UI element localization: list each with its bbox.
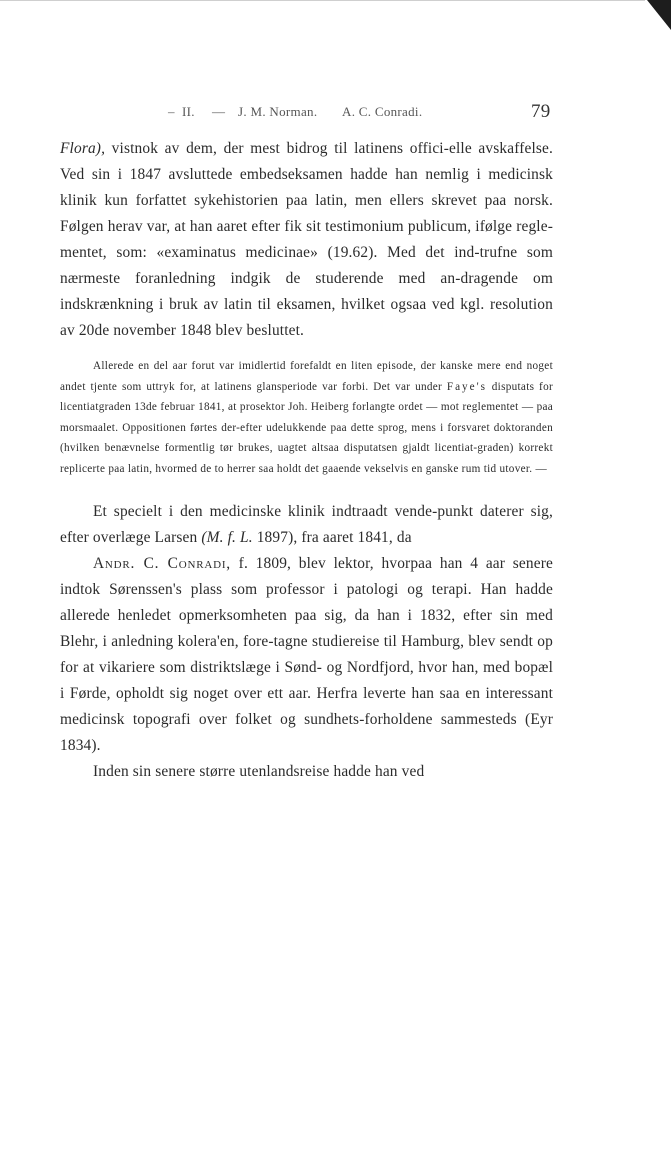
header-author-conradi: A. C. Conradi.: [342, 104, 423, 119]
page-body: [60, 136, 553, 785]
paragraph-3: [60, 551, 553, 759]
flora-ref: Flora),: [60, 140, 106, 157]
paragraph-2-ref: (M. f. L.: [201, 529, 253, 546]
paragraph-1-text: vistnok av dem, der mest bidrog til latinens offici-elle avskaffelse. Ved sin i 1847 avsluttede embedseksamen hadde han nemlig i medicinsk klinik kun forfattet sykehistorien paa latin, men ellers skrevet paa norsk. Følgen herav var, at han aaret efter fik sit testimonium publicum, ifølge regle-mentet, som: «examinatus medicinae» (19.62). Med det ind-trufne som nærmeste foranledning indgik de studerende med an-dragende om indskrænkning i bruk av latin til eksamen, hvilket ogsaa ved kgl. resolution av 20de november 1848 blev besluttet.: [60, 140, 553, 339]
paragraph-4: [60, 759, 553, 785]
paragraph-2: [60, 499, 553, 551]
header-dash: —: [212, 104, 226, 119]
header-dash-left: –: [168, 104, 175, 119]
footnote-text-after: disputats for licentiatgraden 13de februar 1841, at prosektor Joh. Heiberg forlangte ordet — mot reglementet — paa morsmaalet. Oppositionen førtes der-efter udelukkende paa dette sprog, mens i forsvaret doktoranden (hvilken benævnelse formentlig tør brukes, uagtet altsaa disputatsen gjaldt licentiat-graden) korrekt replicerte paa latin, hvormed de to herrer saa holdt det gaaende vekselvis en ganske rum tid utover. —: [60, 380, 553, 475]
paragraph-1: [60, 136, 553, 344]
conradi-name: Andr. C. Conradi,: [93, 555, 231, 572]
footnote-paragraph: [60, 356, 553, 479]
paragraph-2-after: 1897), fra aaret 1841, da: [252, 529, 412, 546]
paragraph-2-before: Et specielt i den medicinske klinik indtraadt vende-punkt daterer sig, efter overlæge Larsen: [60, 503, 553, 546]
page-number: 79: [531, 101, 551, 122]
footnote-text-before: Allerede en del aar forut var imidlertid forefaldt en liten episode, der kanske mere end noget andet tjente som uttryk for, at latinens glansperiode var forbi. Det var under: [60, 360, 553, 393]
top-edge-line: [0, 0, 645, 1]
header-author-norman: J. M. Norman.: [238, 104, 318, 119]
paragraph-4-text: Inden sin senere større utenlandsreise hadde han ved: [93, 763, 425, 780]
header-section: II.: [182, 104, 195, 119]
footnote-name-faye: Faye's: [446, 380, 487, 393]
running-header: [168, 101, 568, 125]
paragraph-3-text: f. 1809, blev lektor, hvorpaa han 4 aar senere indtok Sørenssen's plass som professor i patologi og terapi. Han hadde allerede henledet opmerksomheten paa sig, da han i 1832, efter sin med Blehr, i anledning kolera'en, fore-tagne studiereise til Hamburg, blev sendt op for at vikariere som distriktslæge i Sønd- og Nordfjord, hvor han, med bopæl i Førde, opholdt sig noget over ett aar. Herfra leverte han saa en interessant medicinsk topografi over folket og sundhets-forholdene sammesteds (Eyr 1834).: [60, 555, 553, 754]
page-corner-mark: [647, 0, 671, 30]
